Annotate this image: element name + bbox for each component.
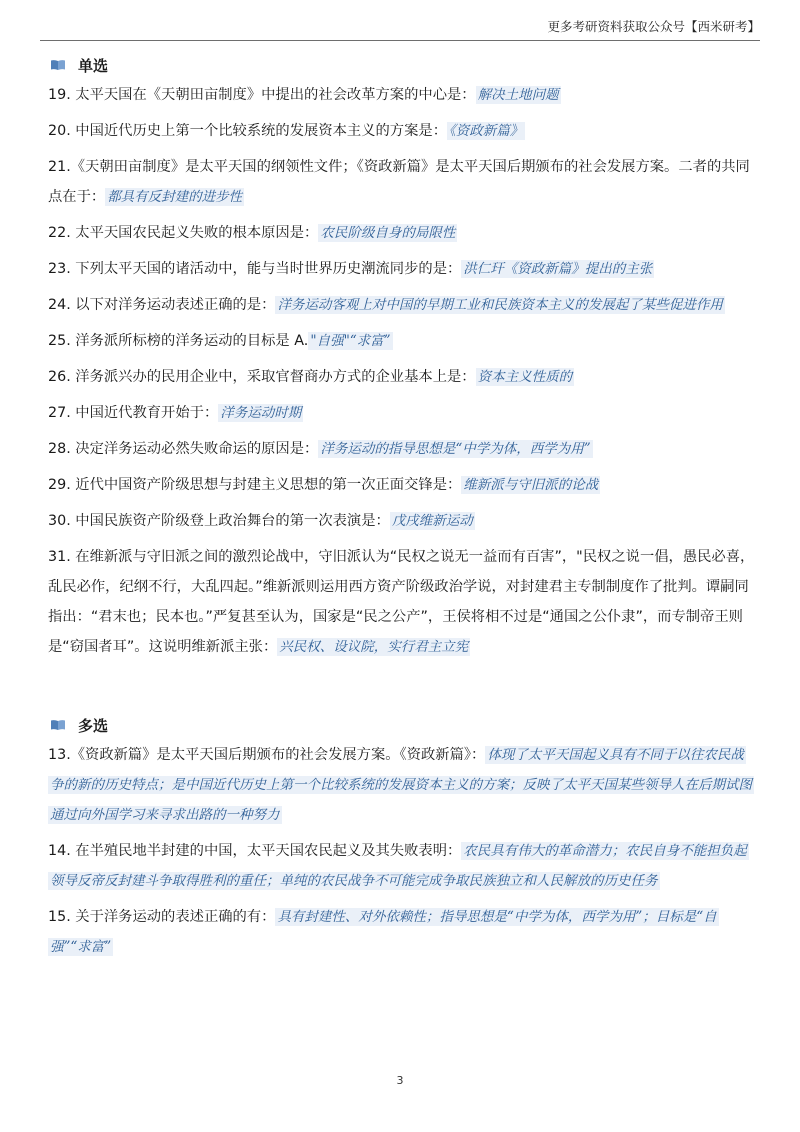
- question-item: [48, 326, 756, 356]
- question-list-multiple-choice: [48, 740, 756, 962]
- question-text: 21.《天朝田亩制度》是太平天国的纲领性文件；《资政新篇》是太平天国后期颁布的社会发展方案。二者的共同点在于：: [48, 159, 750, 205]
- question-text: 28. 决定洋务运动必然失败命运的原因是：: [48, 441, 319, 457]
- question-text: 25. 洋务派所标榜的洋务运动的目标是 A.: [48, 333, 309, 349]
- answer-text: "自强"“求富”: [310, 333, 391, 349]
- answer-text: 兴民权、设议院，实行君主立宪: [279, 639, 469, 655]
- question-text: 26. 洋务派兴办的民用企业中，采取官督商办方式的企业基本上是：: [48, 369, 476, 385]
- section-title-single-choice: [48, 50, 756, 80]
- question-item: [48, 740, 756, 830]
- section-spacer: [48, 662, 756, 710]
- page-number: 3: [396, 1074, 404, 1087]
- question-text: 19. 太平天国在《天朝田亩制度》中提出的社会改革方案的中心是：: [48, 87, 476, 103]
- answer-text: 具有封建性、对外依赖性；指导思想是“中学为体，西学为用”；目标是“自强”“求富”: [50, 909, 717, 955]
- question-text: 20. 中国近代历史上第一个比较系统的发展资本主义的方案是：: [48, 123, 447, 139]
- answer-text: 洋务运动时期: [220, 405, 302, 421]
- answer-text: 资本主义性质的: [477, 369, 573, 385]
- question-item: [48, 542, 756, 662]
- answer-text: 都具有反封建的进步性: [107, 189, 243, 205]
- question-item: [48, 254, 756, 284]
- answer-text: 洋务运动客观上对中国的早期工业和民族资本主义的发展起了某些促进作用: [277, 297, 723, 313]
- answer-text: 戊戌维新运动: [391, 513, 473, 529]
- answer-text: 解决土地问题: [477, 87, 559, 103]
- section-title-multiple-choice: [48, 710, 756, 740]
- answer-text: 洪仁玕《资政新篇》提出的主张: [463, 261, 653, 277]
- page-header: [40, 14, 760, 41]
- section-title-text: 单选: [78, 56, 109, 75]
- question-item: [48, 902, 756, 962]
- page-content: [48, 50, 756, 962]
- question-item: [48, 836, 756, 896]
- question-item: [48, 434, 756, 464]
- header-text: 更多考研资料获取公众号【西米研考】: [547, 19, 760, 34]
- section-title-text: 多选: [78, 716, 109, 735]
- question-text: 31. 在维新派与守旧派之间的激烈论战中，守旧派认为“民权之说无一益而有百害”，"民权之说一倡，愚民必喜，乱民必作，纪纲不行，大乱四起。”维新派则运用西方资产阶级政治学说，对封建君主专制制度作了批判。谭嗣同指出：“君末也；民本也。”严复甚至认为，国家是“民之公产”，王侯将相不过是“通国之公仆隶”，而专制帝王则是“窃国者耳”。这说明维新派主张：: [48, 549, 755, 655]
- question-item: [48, 506, 756, 536]
- question-text: 22. 太平天国农民起义失败的根本原因是：: [48, 225, 319, 241]
- question-text: 27. 中国近代教育开始于：: [48, 405, 219, 421]
- answer-text: 洋务运动的指导思想是“中学为体，西学为用”: [320, 441, 591, 457]
- question-item: [48, 80, 756, 110]
- answer-text: 维新派与守旧派的论战: [463, 477, 599, 493]
- question-text: 23. 下列太平天国的诸活动中，能与当时世界历史潮流同步的是：: [48, 261, 462, 277]
- question-text: 13.《资政新篇》是太平天国后期颁布的社会发展方案。《资政新篇》：: [48, 747, 486, 763]
- book-icon: [50, 59, 66, 71]
- question-text: 14. 在半殖民地半封建的中国，太平天国农民起义及其失败表明：: [48, 843, 462, 859]
- question-item: [48, 290, 756, 320]
- question-item: [48, 470, 756, 500]
- question-list-single-choice: [48, 80, 756, 662]
- answer-text: 《资政新篇》: [449, 123, 524, 139]
- question-text: 15. 关于洋务运动的表述正确的有：: [48, 909, 276, 925]
- question-item: [48, 152, 756, 212]
- question-text: 30. 中国民族资产阶级登上政治舞台的第一次表演是：: [48, 513, 390, 529]
- question-item: [48, 398, 756, 428]
- answer-text: 体现了太平天国起义具有不同于以往农民战争的新的历史特点；是中国近代历史上第一个比较系统的发展资本主义的方案；反映了太平天国某些领导人在后期试图通过向外国学习来寻求出路的一种努力: [50, 747, 752, 823]
- question-item: [48, 218, 756, 248]
- question-text: 24. 以下对洋务运动表述正确的是：: [48, 297, 276, 313]
- answer-text: 农民具有伟大的革命潜力；农民自身不能担负起领导反帝反封建斗争取得胜利的重任；单纯的农民战争不可能完成争取民族独立和人民解放的历史任务: [50, 843, 747, 889]
- question-item: [48, 116, 756, 146]
- question-text: 29. 近代中国资产阶级思想与封建主义思想的第一次正面交锋是：: [48, 477, 462, 493]
- answer-text: 农民阶级自身的局限性: [320, 225, 456, 241]
- book-icon: [50, 719, 66, 731]
- question-item: [48, 362, 756, 392]
